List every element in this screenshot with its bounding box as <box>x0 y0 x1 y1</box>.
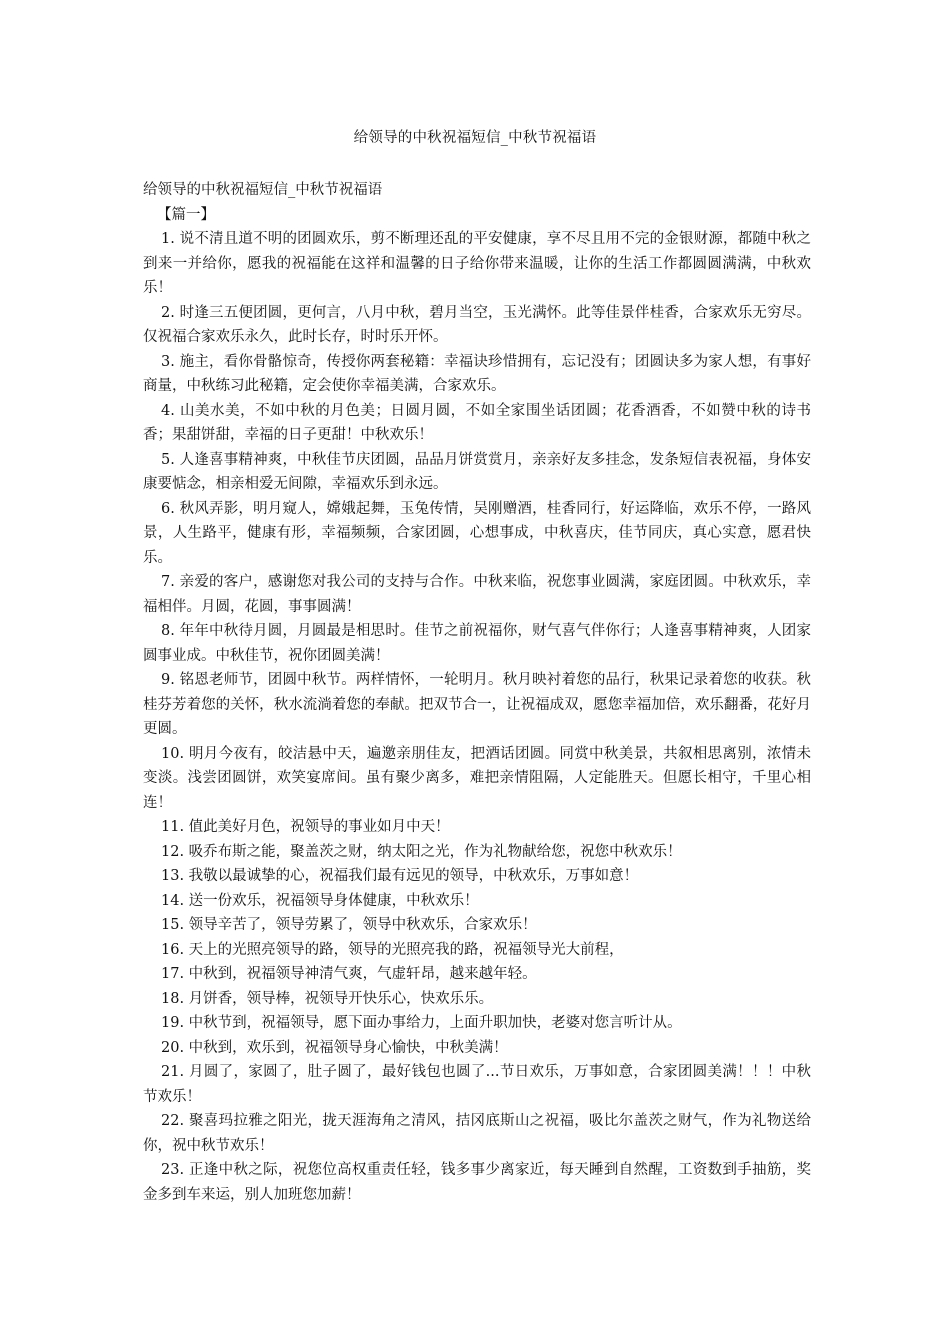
page-title: 给领导的中秋祝福短信_中秋节祝福语 <box>353 130 597 146</box>
list-item: 21. 月圆了，家圆了，肚子圆了，最好钱包也圆了...节日欢乐，万事如意，合家团圆美满！！！中秋节欢乐！ <box>143 1064 811 1105</box>
list-item: 12. 吸乔布斯之能，聚盖茨之财，纳太阳之光，作为礼物献给您，祝您中秋欢乐！ <box>161 843 682 860</box>
list-item: 18. 月饼香，领导棒，祝领导开快乐心，快欢乐乐。 <box>161 990 494 1007</box>
list-item: 17. 中秋到，祝福领导神清气爽，气虚轩昂，越来越年轻。 <box>161 966 537 982</box>
list-item: 11. 值此美好月色，祝领导的事业如月中天！ <box>161 819 450 835</box>
list-item: 10. 明月今夜有，皎洁悬中天，遍邀亲朋佳友，把酒话团圆。同赏中秋美景，共叙相思离别，浓情未变淡。浅尝团圆饼，欢笑宴席间。虽有聚少离多，难把亲情阻隔，人定能胜天。但愿长相守，千里心相连！ <box>143 745 811 811</box>
list-item: 22. 聚喜玛拉雅之阳光，拢天涯海角之清风，拮冈底斯山之祝福，吸比尔盖茨之财气，作为礼物送给你，祝中秋节欢乐！ <box>143 1113 811 1154</box>
list-item: 13. 我敬以最诚挚的心，祝福我们最有远见的领导，中秋欢乐，万事如意！ <box>161 868 639 884</box>
list-item: 16. 天上的光照亮领导的路，领导的光照亮我的路，祝福领导光大前程， <box>161 941 624 958</box>
list-item: 2. 时逢三五便团圆，更何言，八月中秋，碧月当空，玉光满怀。此等佳景伴桂香，合家欢乐无穷尽。仅祝福合家欢乐永久，此时长存，时时乐开怀。 <box>143 304 811 345</box>
list-item: 15. 领导辛苦了，领导劳累了，领导中秋欢乐，合家欢乐！ <box>161 917 537 933</box>
list-item: 8. 年年中秋待月圆，月圆最是相思时。佳节之前祝福你，财气喜气伴你行；人逢喜事精神爽，人团家圆事业成。中秋佳节，祝你团圆美满！ <box>143 623 811 664</box>
list-item: 5. 人逢喜事精神爽，中秋佳节庆团圆，品品月饼赏赏月，亲亲好友多挂念，发条短信表祝福，身体安康要惦念，相亲相爱无间隙，幸福欢乐到永远。 <box>143 451 811 492</box>
list-item: 6. 秋风弄影，明月窥人，嫦娥起舞，玉兔传情，吴刚赠酒，桂香同行，好运降临，欢乐不停，一路风景，人生路平，健康有形，幸福频频，合家团圆，心想事成，中秋喜庆，佳节同庆，真心实意，愿君快乐。 <box>143 500 811 566</box>
document-body <box>143 178 811 1207</box>
list-item: 1. 说不清且道不明的团圆欢乐，剪不断理还乱的平安健康，享不尽且用不完的金银财源，都随中秋之到来一并给你，愿我的祝福能在这祥和温馨的日子给你带来温暖，让你的生活工作都圆圆满满，中秋欢乐！ <box>143 231 811 296</box>
list-item: 3. 施主，看你骨骼惊奇，传授你两套秘籍：幸福诀珍惜拥有，忘记没有；团圆诀多为家人想，有事好商量，中秋练习此秘籍，定会使你幸福美满，合家欢乐。 <box>143 353 811 394</box>
document-subtitle: 给领导的中秋祝福短信_中秋节祝福语 <box>143 182 383 198</box>
list-item: 23. 正逢中秋之际，祝您位高权重责任轻，钱多事少离家近，每天睡到自然醒，工资数到手抽筋，奖金多到车来运，别人加班您加薪！ <box>143 1162 811 1203</box>
list-item: 4. 山美水美，不如中秋的月色美；日圆月圆，不如全家围坐话团圆；花香酒香，不如赞中秋的诗书香；果甜饼甜，幸福的日子更甜！中秋欢乐！ <box>143 402 811 443</box>
list-item: 7. 亲爱的客户，感谢您对我公司的支持与合作。中秋来临，祝您事业圆满，家庭团圆。中秋欢乐，幸福相伴。月圆，花圆，事事圆满！ <box>143 574 811 615</box>
list-item: 14. 送一份欢乐，祝福领导身体健康，中秋欢乐！ <box>161 892 479 909</box>
list-item: 19. 中秋节到，祝福领导，愿下面办事给力，上面升职加快，老婆对您言听计从。 <box>161 1015 682 1031</box>
list-item: 20. 中秋到，欢乐到，祝福领导身心愉快，中秋美满！ <box>161 1039 508 1056</box>
list-item: 9. 铭恩老师节，团圆中秋节。两样情怀，一轮明月。秋月映衬着您的品行，秋果记录着您的收获。秋桂芬芳着您的关怀，秋水流淌着您的奉献。把双节合一，让祝福成双，愿您幸福加倍，欢乐翻番，花好月更圆。 <box>143 672 811 737</box>
section-heading: 【篇一】 <box>157 206 215 223</box>
